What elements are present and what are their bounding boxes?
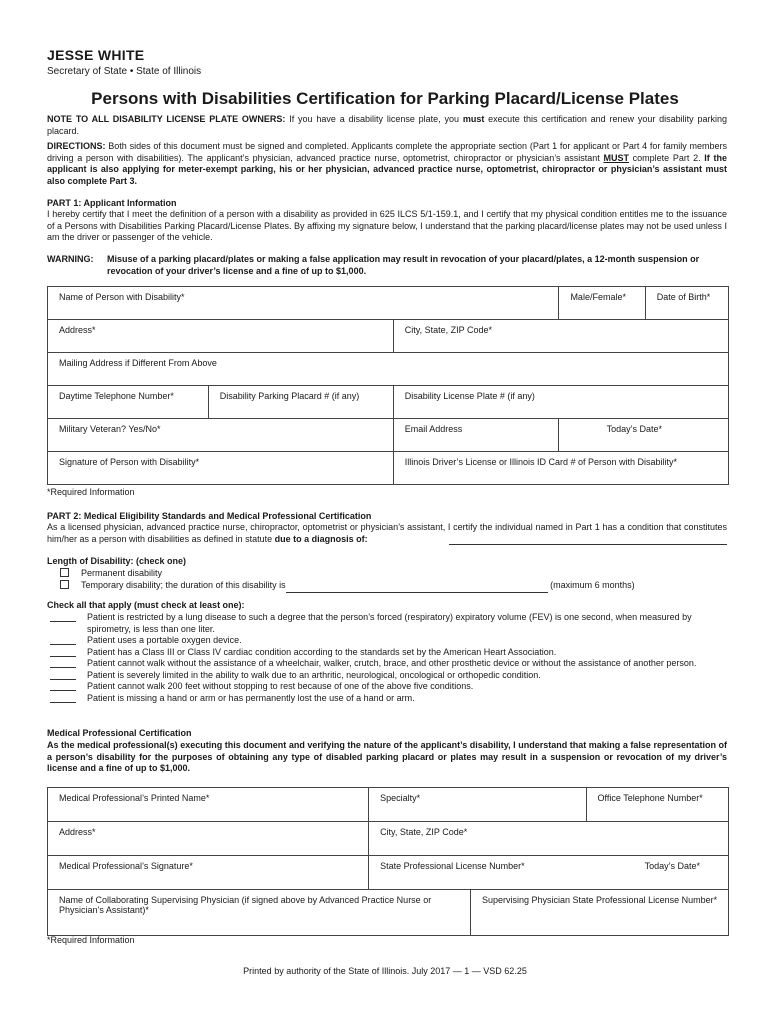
field-med-city[interactable]: City, State, ZIP Code* (369, 822, 729, 856)
condition-item (47, 693, 727, 705)
condition-check-line[interactable] (50, 679, 76, 680)
condition-check-line[interactable] (50, 690, 76, 691)
condition-check-line[interactable] (50, 621, 76, 622)
directions-paragraph (47, 141, 727, 187)
part2-text: As a licensed physician, advanced practice nurse, chiropractor, optometrist or physician’s assistant, I certify the individual named in Part 1 has a condition that constitutes him/her as a person with disabilities as defined in statute (47, 522, 727, 544)
directions-text-2: complete Part 2. (628, 152, 705, 163)
field-collab-physician[interactable]: Name of Collaborating Supervising Physician (if signed above by Advanced Practice Nurse or Physician’s Assistant)* (48, 890, 471, 936)
note-label: NOTE TO ALL DISABILITY LICENSE PLATE OWNERS: (47, 114, 286, 124)
part2-heading: PART 2: Medical Eligibility Standards and Medical Professional Certification (47, 511, 372, 521)
form-title: Persons with Disabilities Certification for Parking Placard/License Plates (91, 89, 679, 108)
field-phone[interactable]: Daytime Telephone Number* (48, 386, 209, 419)
length-temporary-row (60, 580, 728, 593)
warning-text: Misuse of a parking placard/plates or making a false application may result in revocation of your placard/plates, a 12-month suspension or revocation of your driver’s license and a fine of up to $1,000. (107, 254, 700, 276)
condition-text: Patient has a Class III or Class IV cardiac condition according to the standards set by the American Heart Association. (87, 646, 557, 657)
field-specialty[interactable]: Specialty* (369, 788, 586, 822)
condition-item (47, 658, 727, 670)
note-text-2: execute this certification and renew your disability parking placard. (47, 114, 727, 136)
note-text-1: If you have a disability license plate, you (285, 114, 463, 124)
certification-heading: Medical Professional Certification (47, 728, 192, 738)
field-signature[interactable]: Signature of Person with Disability* (48, 452, 394, 485)
max-duration-note: (maximum 6 months) (550, 580, 635, 590)
field-med-signature[interactable]: Medical Professional’s Signature* (48, 856, 369, 890)
field-plate-number[interactable]: Disability License Plate # (if any) (393, 386, 728, 419)
part1-statement: I hereby certify that I meet the definition of a person with a disability as provided in 625 ILCS 5/1-159.1, and I certify that my physical condition entitles me to the issuance of a Persons with Disabilities Parking Placard/License Plates. By affixing my signature below, I understand that the parking placard/license plates may not be used unless I am the driver or passenger of the vehicle. (47, 209, 727, 242)
applicant-info-table (47, 286, 729, 485)
note-must: must (462, 114, 485, 124)
field-office-phone[interactable]: Office Telephone Number* (586, 788, 728, 822)
condition-text: Patient is missing a hand or arm or has permanently lost the use of a hand or arm. (87, 692, 415, 703)
condition-item (47, 670, 727, 682)
footer: Printed by authority of the State of Illinois. July 2017 — 1 — VSD 62.25 (243, 966, 527, 976)
issuer-subtitle: Secretary of State • State of Illinois (47, 66, 202, 77)
part1-required-note: *Required Information (47, 487, 135, 497)
part1-heading: PART 1: Applicant Information (47, 198, 177, 208)
directions-label: DIRECTIONS: (47, 141, 106, 151)
field-veteran[interactable]: Military Veteran? Yes/No* (48, 419, 394, 452)
field-printed-name[interactable]: Medical Professional’s Printed Name* (48, 788, 369, 822)
conditions-list (47, 612, 727, 704)
condition-check-line[interactable] (50, 656, 76, 657)
part1-warning (47, 254, 727, 277)
directions-must: MUST (603, 152, 629, 163)
part2-statement (47, 522, 727, 545)
field-address[interactable]: Address* (48, 320, 394, 353)
condition-text: Patient cannot walk 200 feet without stopping to rest because of one of the above five conditions. (87, 681, 474, 691)
field-today-date-label: Today’s Date* (606, 424, 662, 434)
field-city[interactable]: City, State, ZIP Code* (393, 320, 728, 353)
condition-text: Patient cannot walk without the assistance of a wheelchair, walker, crutch, brace, and other prosthetic device or without the assistance of another person. (87, 658, 697, 668)
issuer-name: JESSE WHITE (47, 47, 145, 63)
part2-diagnosis-label: due to a diagnosis of: (274, 533, 368, 544)
directions-bold: If the applicant is also applying for meter-exempt parking, his or her physician, advanced practice nurse, optometrist, chiropractor or physician’s assistant must also complete Part 3. (47, 152, 727, 186)
warning-label: WARNING: (47, 254, 94, 264)
condition-text: Patient is severely limited in the ability to walk due to an arthritic, neurological, oncological or orthopedic condition. (87, 669, 541, 680)
condition-text: Patient is restricted by a lung disease to such a degree that the person’s forced (respiratory) expiratory volume (FEV) is one second, when measured by spirometry, is less than one liter. (87, 612, 692, 634)
field-state-license-label: State Professional License Number* (380, 861, 525, 871)
field-state-license[interactable] (369, 856, 729, 890)
medical-professional-table (47, 787, 729, 936)
condition-item (47, 681, 727, 693)
field-sex[interactable]: Male/Female* (559, 287, 645, 320)
field-placard-number[interactable]: Disability Parking Placard # (if any) (208, 386, 393, 419)
condition-check-line[interactable] (50, 644, 76, 645)
field-today-date[interactable] (559, 419, 729, 452)
field-mailing-address[interactable]: Mailing Address if Different From Above (48, 353, 729, 386)
condition-check-line[interactable] (50, 667, 76, 668)
condition-item (47, 612, 727, 635)
field-collab-license[interactable]: Supervising Physician State Professional License Number* (470, 890, 728, 936)
part2-required-note: *Required Information (47, 935, 135, 945)
condition-item (47, 635, 727, 647)
diagnosis-line[interactable] (449, 544, 727, 545)
conditions-heading: Check all that apply (must check at least one): (47, 600, 245, 610)
field-license-number[interactable]: Illinois Driver’s License or Illinois ID Card # of Person with Disability* (393, 452, 728, 485)
temporary-checkbox[interactable] (60, 580, 69, 589)
permanent-checkbox[interactable] (60, 568, 69, 577)
condition-text: Patient uses a portable oxygen device. (87, 635, 242, 645)
condition-item (47, 647, 727, 659)
field-dob[interactable]: Date of Birth* (645, 287, 728, 320)
certification-text: As the medical professional(s) executing this document and verifying the nature of the applicant’s disability, I understand that making a false representation of a person’s disability for the purposes of obtaining any type of disabled parking placard or plates may result in a suspension or revocation of my driver’s license and a fine of up to $1,000. (47, 740, 727, 773)
field-name[interactable]: Name of Person with Disability* (48, 287, 559, 320)
directions-text-1: Both sides of this document must be signed and completed. Applicants complete the appropriate section (Part 1 for applicant or Part 4 for family members driving a person with disabilities). The applicant’s physician, advanced practice nurse, optometrist, chiropractor or physician’s assistant (47, 141, 727, 163)
field-med-address[interactable]: Address* (48, 822, 369, 856)
temporary-label: Temporary disability; the duration of this disability is (81, 580, 286, 590)
permanent-label: Permanent disability (81, 568, 163, 578)
note-paragraph (47, 114, 727, 137)
field-email[interactable]: Email Address (393, 419, 559, 452)
length-heading: Length of Disability: (check one) (47, 556, 187, 566)
field-med-today-date: Today’s Date* (644, 861, 700, 871)
length-permanent-row (60, 568, 720, 580)
duration-line[interactable] (286, 580, 548, 593)
condition-check-line[interactable] (50, 702, 76, 703)
